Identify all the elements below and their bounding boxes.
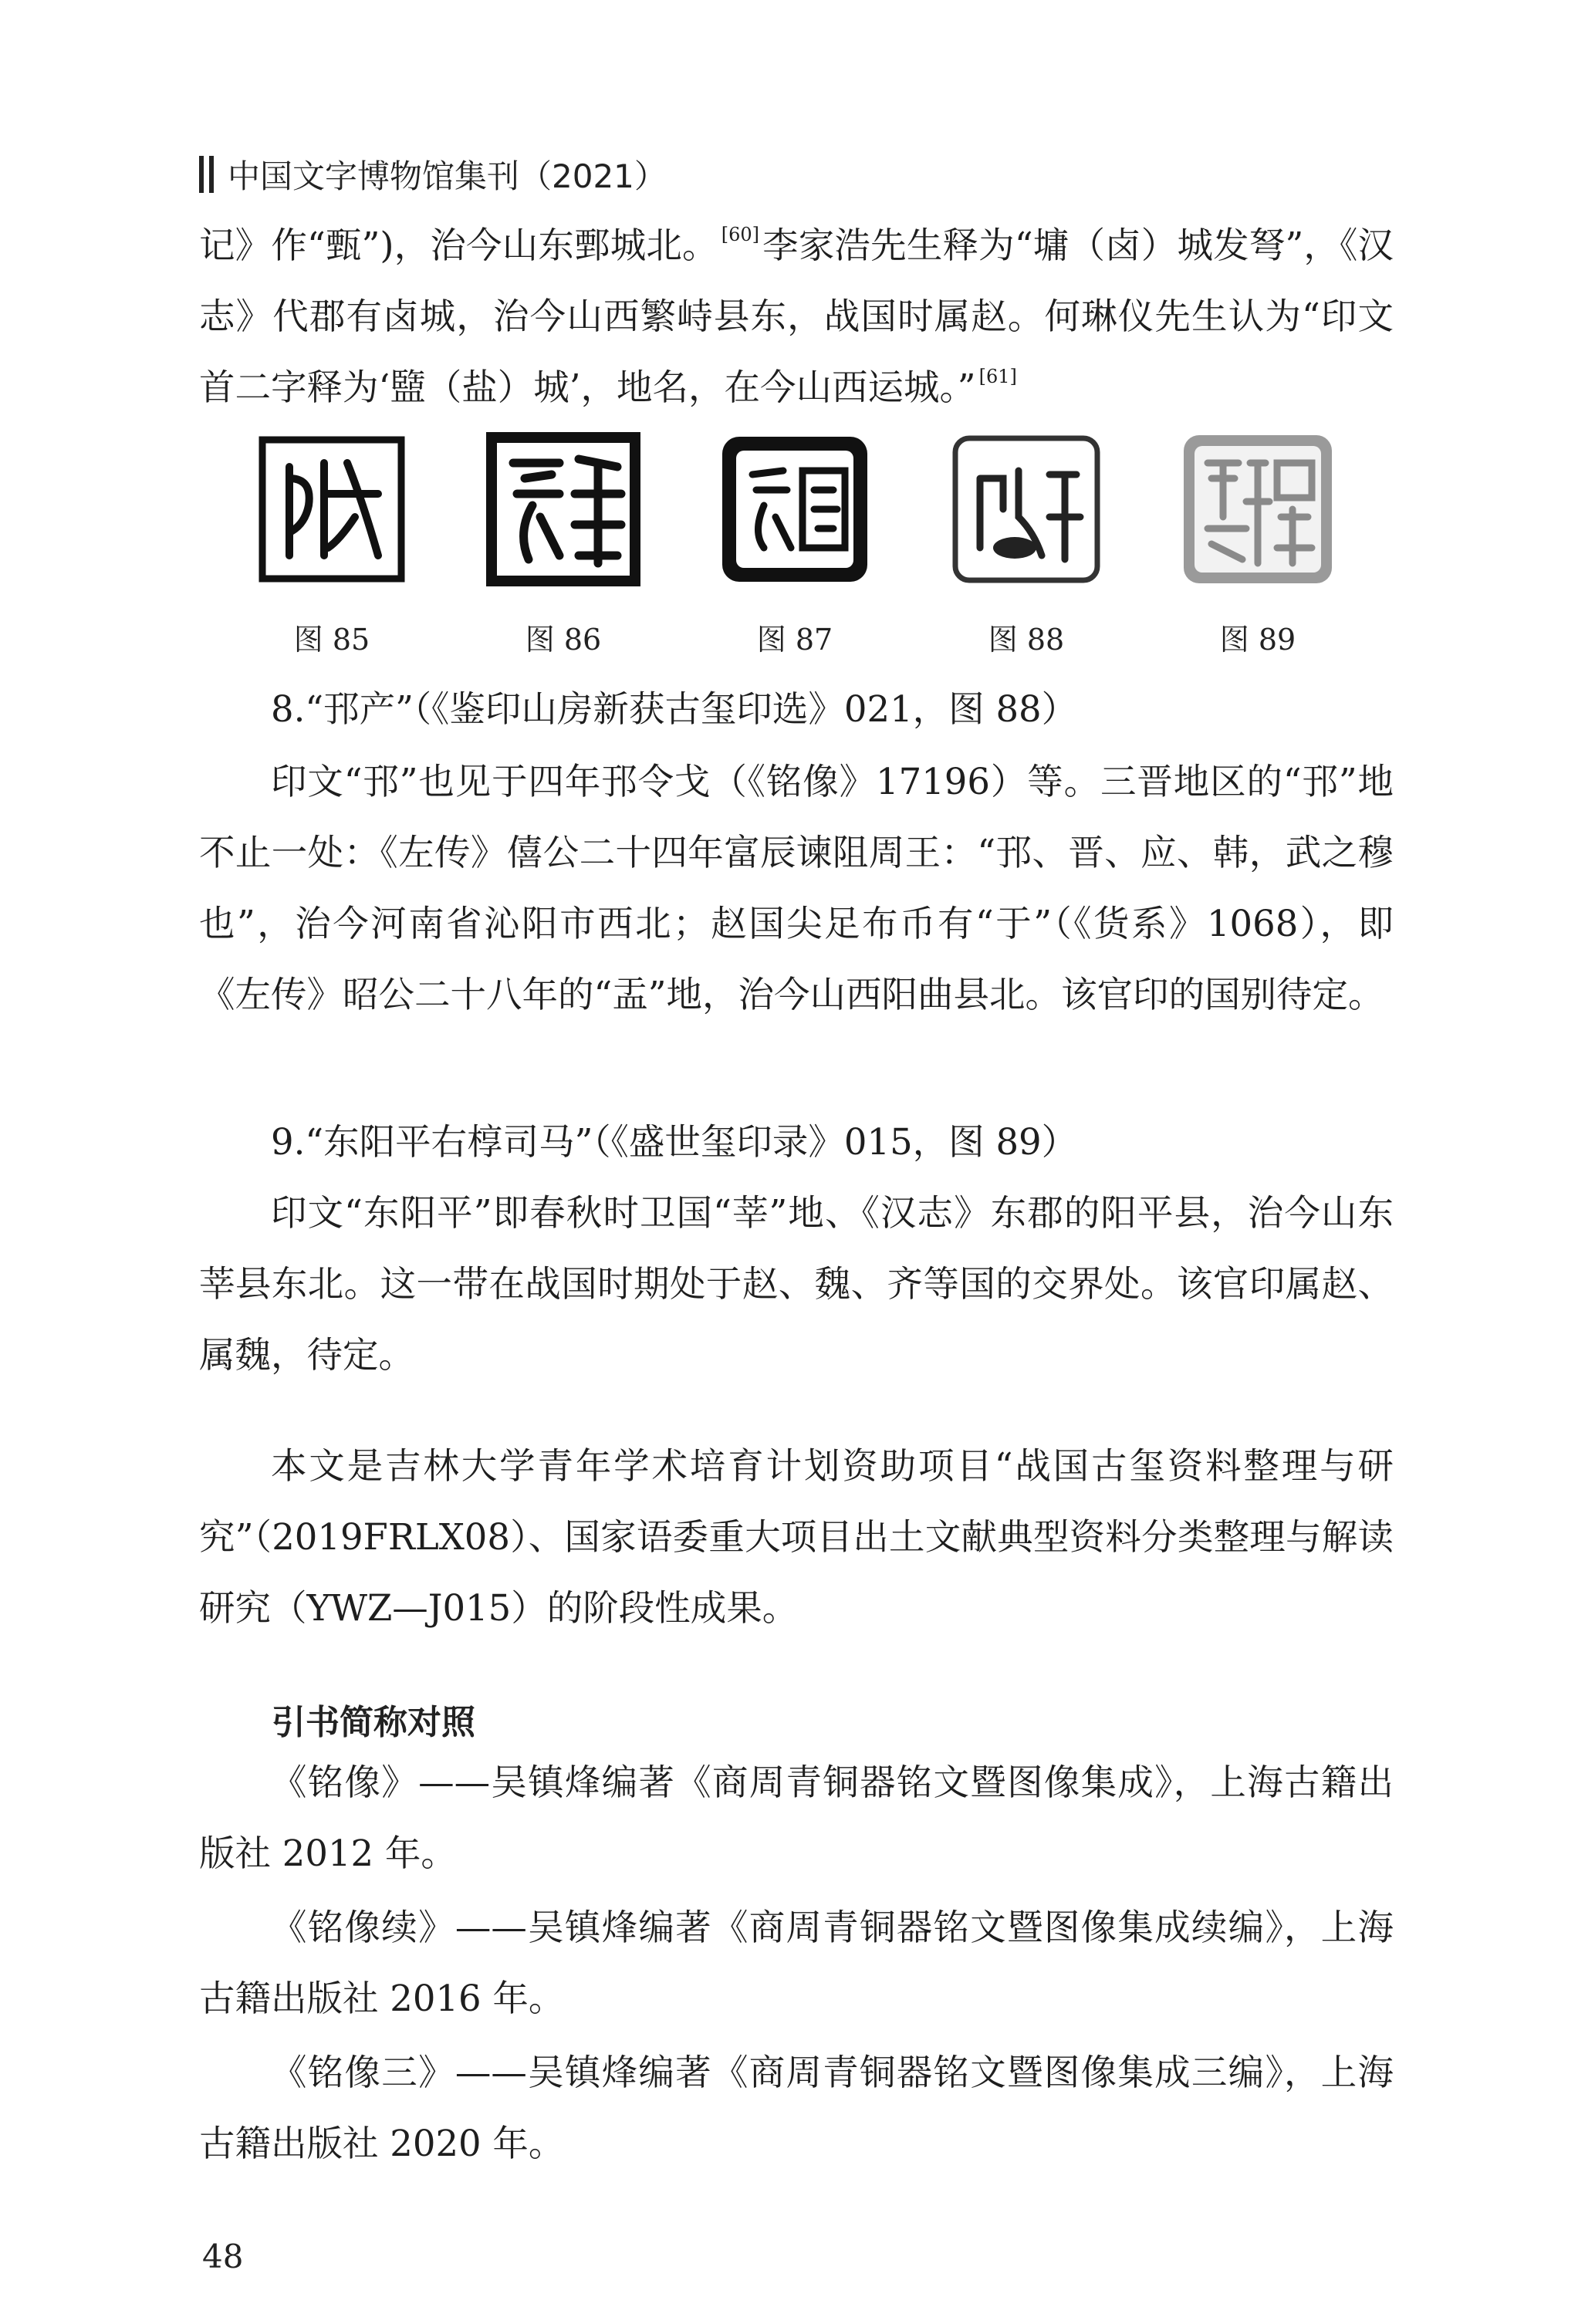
- reference-item: 《铭像三》——吴镇烽编著《商周青铜器铭文暨图像集成三编》，上海古籍出版社 2020 年。: [199, 2052, 1394, 2164]
- funding-note: 本文是吉林大学青年学术培育计划资助项目“战国古玺资料整理与研究”（2019FRLX08）、国家语委重大项目出土文献典型资料分类整理与解读研究（YWZ—J015）的阶段性成果。: [199, 1445, 1394, 1629]
- running-header: [199, 151, 667, 198]
- figure-caption: 图 89: [1219, 623, 1296, 657]
- seal-image-89: [1181, 432, 1335, 586]
- paragraph-text: 李家浩先生释为“墉（卤）城发弩”，《汉志》代郡有卤城，治今山西繁峙县东，战国时属赵。何琳仪先生认为“印文首二字释为‘盬（盐）城’，地名，在今山西运城。”: [199, 225, 1394, 408]
- seal-image-86: [486, 432, 640, 586]
- paragraph-item-9: 印文“东阳平”即春秋时卫国“莘”地、《汉志》东郡的阳平县，治今山东莘县东北。这一带在战国时期处于赵、魏、齐等国的交界处。该官印属赵、属魏，待定。: [199, 1192, 1394, 1376]
- reference-item: 《铭像》——吴镇烽编著《商周青铜器铭文暨图像集成》，上海古籍出版社 2012 年。: [199, 1762, 1394, 1874]
- references-heading: 引书简称对照: [272, 1703, 475, 1742]
- seal-figures: [255, 432, 1350, 664]
- figure-caption: 图 87: [756, 623, 833, 657]
- header-bars-decoration: [199, 156, 214, 193]
- footnote-ref[interactable]: [60]: [721, 224, 759, 245]
- paragraph-text: 记》作“甄”)，治今山东鄄城北。: [199, 225, 718, 266]
- seal-image-85: [255, 432, 409, 586]
- page-number: 48: [202, 2238, 244, 2275]
- item-9-title: 9.“东阳平右椁司马”（《盛世玺印录》015，图 89）: [271, 1121, 1078, 1163]
- paragraph-item-8: 印文“邘”也见于四年邘令戈（《铭像》17196）等。三晋地区的“邘”地不止一处：《左传》僖公二十四年富辰谏阻周王：“邘、晋、应、韩，武之穆也”，治今河南省沁阳市西北；赵国尖足布币有“于”（《货系》1068），即《左传》昭公二十八年的“盂”地，治今山西阳曲县北。该官印的国别待定。: [199, 761, 1394, 1015]
- paragraph-continued: [199, 210, 1394, 423]
- header-title: 中国文字博物馆集刊（2021）: [228, 157, 667, 195]
- seal-image-88: [949, 432, 1103, 586]
- reference-item: 《铭像续》——吴镇烽编著《商周青铜器铭文暨图像集成续编》，上海古籍出版社 2016 年。: [199, 1907, 1394, 2019]
- figure-caption: 图 88: [988, 623, 1065, 657]
- footnote-ref[interactable]: [61]: [978, 366, 1017, 387]
- seal-image-87: [718, 432, 872, 586]
- figure-caption: 图 85: [293, 623, 370, 657]
- figure-caption: 图 86: [525, 623, 602, 657]
- item-8-title: 8.“邘产”（《鉴印山房新获古玺印选》021，图 88）: [271, 688, 1078, 730]
